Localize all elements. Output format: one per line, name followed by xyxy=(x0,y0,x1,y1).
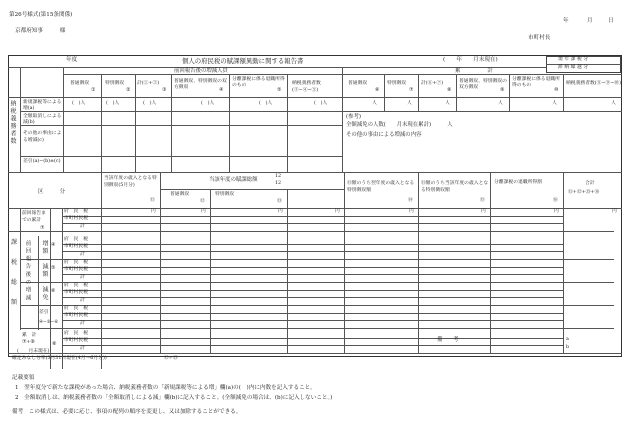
unit-yen-3: 円 xyxy=(278,209,283,214)
col-prev-special-num: ② xyxy=(126,88,131,93)
lower-row-label: 市町村民税 xyxy=(64,313,88,319)
city-mayor-label: 市町村長 xyxy=(528,35,551,41)
col-total-taxpayers: 納税義務者数(⑧−⑨−⑩) xyxy=(566,81,621,86)
increase-num: ④ xyxy=(51,243,56,248)
fiscal-year-label: 年度 xyxy=(66,57,78,63)
lower-row-label: 市町村民税 xyxy=(64,216,88,222)
col-total-retire-num: ⑩ xyxy=(554,88,559,93)
unit-yen-6: 円 xyxy=(481,209,486,214)
decrease-num: ⑤ xyxy=(51,266,56,271)
lower-row-label: 府 民 税 xyxy=(64,259,88,265)
col-total-special-num: ⑦ xyxy=(409,88,414,93)
lower-row-label: 府 民 税 xyxy=(64,236,88,242)
col-total-special: 特別徴収 xyxy=(387,81,407,86)
lower-row-line xyxy=(62,345,563,346)
col-total-both: 普通徴収、特別徴収の双方徴収 xyxy=(459,79,507,91)
side-char-3: 総 xyxy=(11,279,18,286)
side-char-1: 課 xyxy=(11,239,18,246)
unit-total-2: 人 xyxy=(407,101,412,106)
lower-row-line xyxy=(62,313,563,314)
unit-paren-4: ( )人 xyxy=(201,101,215,106)
unit-paren-5: ( )人 xyxy=(259,101,273,106)
col-prev-sum-num: ③ xyxy=(162,88,167,93)
lower-category: 区 分 xyxy=(38,189,65,195)
unit-total-1: 人 xyxy=(372,101,377,106)
prev-report-group: 前回報告後の増減人員 xyxy=(174,68,228,74)
note-2: 2 全額取消しは、納税義務者数の「全額取消しによる減」欄(b)に記入すること。(全額減免の場合は、(b)に記入しないこと。) xyxy=(15,395,333,401)
unit-yen-8: 円 xyxy=(612,209,617,214)
col-prev-ordinary: 普通徴収 xyxy=(70,81,90,86)
unit-total-5: 人 xyxy=(552,101,557,106)
lower-row-label: 市町村民税 xyxy=(64,338,88,344)
lower-row-label: 府 民 税 xyxy=(64,208,88,214)
current-year-tax: 現 年 課 税 分 xyxy=(558,57,589,62)
unit-paren-6: ( )人 xyxy=(314,101,328,106)
col-prev-retire: 分離課税に係る退職所得のもの xyxy=(232,77,285,89)
col-levy-num-a: 12 xyxy=(275,174,282,179)
lower-row-line xyxy=(62,338,563,339)
lower-row-label: 計 xyxy=(80,274,85,280)
col-ordinary: 普通徴収 xyxy=(170,192,190,197)
col-grand-total: 合計 xyxy=(585,181,595,186)
reference-text: 全額減免の人数( 月末現在累計) 人 xyxy=(346,122,453,128)
col-special: 特別徴収 xyxy=(215,192,235,197)
lower-row-label: 府 民 税 xyxy=(64,330,88,336)
other-reason-detail: その他の事由による増減の内容 xyxy=(346,132,422,138)
exemption-num: ⑥ xyxy=(51,289,56,294)
col-this-year: ⑪額のうち当該年度の歳入となる特別徴収額 xyxy=(421,181,489,193)
col-prev-both: 普通徴収、特別徴収の双方徴収 xyxy=(174,79,227,91)
col-total-sum-num: ⑧ xyxy=(447,88,452,93)
lower-row-label: 計 xyxy=(80,320,85,326)
cumulative-as-of: ( 月末現在) xyxy=(17,349,50,354)
lower-row-line xyxy=(62,320,563,321)
row-net-diff: 差引(a)−(b)±(c) xyxy=(23,159,61,164)
side-char-4: 額 xyxy=(11,299,18,306)
col-retire-levy: 分離課税の退職所得割 xyxy=(494,180,542,185)
lower-row-label: 計 xyxy=(80,251,85,257)
col-prev-both-num: ④ xyxy=(219,88,224,93)
lower-row-line xyxy=(62,223,563,224)
col-retire-levy-num: ⑯ xyxy=(553,198,558,203)
form-number: 第26号様式(第15条関係) xyxy=(9,12,73,18)
lower-row-label: 市町村民税 xyxy=(64,290,88,296)
row-full-cancel: 全額取消しによる減(b) xyxy=(23,114,62,126)
lower-row-label: 府 民 税 xyxy=(64,305,88,311)
row-new-tax: 新規課税等による増(a) xyxy=(23,100,62,112)
prev-total-num: ⑦ xyxy=(40,226,45,231)
col-special-num: ⑬ xyxy=(277,199,282,204)
unit-total-3: 人 xyxy=(445,101,450,106)
date-year: 年 xyxy=(563,18,569,24)
col-prev-sum: 計(①+②) xyxy=(137,81,160,86)
lower-row-label: 計 xyxy=(80,297,85,303)
reference-label: (参考) xyxy=(346,114,361,120)
delinquent-carryover: 滞 納 繰 越 分 xyxy=(558,65,589,70)
cumulative-group: 累 計 xyxy=(455,68,493,74)
lower-row-label: 市町村民税 xyxy=(64,244,88,250)
decrease-label: 減額 xyxy=(41,263,48,278)
lower-row-line xyxy=(62,274,563,275)
remarks-label: 備 考 xyxy=(437,337,459,343)
lower-row-line xyxy=(62,290,563,291)
increase-label: 増額 xyxy=(41,240,48,255)
col-grand-total-formula: ⑪+⑫+⑬+⑯ xyxy=(568,190,600,195)
lower-row-line xyxy=(62,244,563,245)
col-prev-taxpayers: 納税義務者数(③−④−⑤) xyxy=(292,81,321,93)
unit-total-4: 人 xyxy=(498,101,503,106)
row-other-reason: その他の事由による増減(c) xyxy=(23,131,62,143)
col-special-may: 当該年度の歳入となる特別徴収(5月分) xyxy=(104,176,157,188)
col-prev-special: 特別徴収 xyxy=(105,81,125,86)
lower-row-line xyxy=(62,216,563,217)
col-total-ordinary: 普通徴収 xyxy=(348,81,368,86)
cumulative-label: 累 計 xyxy=(22,333,37,338)
note-1: 1 翌年度分で新たな課税があった場合、納税義務者数の「新規課税等による増」欄(a)の( )内に内数を記入すること。 xyxy=(15,385,316,391)
net-diff-formula: ④−⑤−⑥ xyxy=(39,320,59,325)
lower-group-line xyxy=(20,328,614,329)
addressee: 京都府知事 様 xyxy=(15,28,66,34)
unit-paren-3: ( )人 xyxy=(143,101,157,106)
lower-group-line xyxy=(8,231,614,232)
col-this-year-num: ⑮ xyxy=(480,198,485,203)
cumulative-formula: ⑦+⑧ xyxy=(22,340,35,345)
footer-note: 備考 この様式は、必要に応じ、事項の配列の順序を変更し、又は加除することができる。 xyxy=(12,409,242,415)
col-prev-ordinary-num: ① xyxy=(91,88,96,93)
lower-group-line xyxy=(20,259,614,260)
lower-row-label: 計 xyxy=(80,223,85,229)
col-total-retire: 分離課税に係る退職所得のもの xyxy=(512,77,560,89)
side-char-2: 税 xyxy=(11,259,18,266)
col-next-year: ⑪額のうち翌年度の歳入となる特別徴収額 xyxy=(347,181,415,193)
lower-group-line xyxy=(20,305,614,306)
unit-yen-2: 円 xyxy=(201,209,206,214)
lower-row-line xyxy=(62,251,563,252)
lower-row-line xyxy=(62,297,563,298)
report-title: 個人の府民税の賦課額異動に関する報告書 xyxy=(182,57,304,65)
unit-paren-2: ( )人 xyxy=(106,101,120,106)
exemption-label: 減免 xyxy=(41,286,48,301)
unit-yen-4: 円 xyxy=(335,209,340,214)
date-day: 日 xyxy=(608,18,614,24)
unit-yen-5: 円 xyxy=(409,209,414,214)
col-ordinary-num: ⑫ xyxy=(200,199,205,204)
unit-yen-7: 円 xyxy=(554,209,559,214)
lower-row-label: 計 xyxy=(80,345,85,351)
col-total-sum: 計(⑥+⑦) xyxy=(421,81,444,86)
col-prev-retire-num: ⑤ xyxy=(277,88,282,93)
date-month: 月 xyxy=(587,18,593,24)
prev-total-label: 前回報告までの累計 xyxy=(22,211,46,223)
collection-ratio-label: 確定みなし分率(3月31日現在(4月〜6月分)) xyxy=(12,356,107,361)
lower-row-line xyxy=(62,267,563,268)
unit-paren-1: ( )人 xyxy=(72,101,86,106)
taxpayer-count-label: 納税義務者数 xyxy=(9,100,16,145)
col-next-year-num: ⑭ xyxy=(408,198,413,203)
lower-row-label: 府 民 税 xyxy=(64,282,88,288)
collection-a-marker: a xyxy=(566,337,569,342)
lower-row-label: 市町村民税 xyxy=(64,267,88,273)
col-special-may-num: ⑪ xyxy=(150,198,155,203)
notes-title: 記載要領 xyxy=(12,375,35,381)
mid-side-label: 前回報告後の増減 xyxy=(24,240,31,303)
net-diff-label: 差引 xyxy=(39,310,49,315)
col-levy-total: 当該年度の賦課総額 xyxy=(209,177,258,183)
col-total-both-num: ⑨ xyxy=(500,88,505,93)
lower-group-line xyxy=(20,282,614,283)
as-of-date: ( 年 月末現在) xyxy=(443,57,498,63)
unit-yen-1: 円 xyxy=(151,209,156,214)
col-levy-num-b: 12 xyxy=(275,181,282,186)
collection-b-marker: b xyxy=(566,345,570,350)
cumulative-num: ⑧ xyxy=(52,342,57,347)
col-total-ordinary-num: ⑥ xyxy=(375,88,380,93)
collection-ratio-formula: ⑫÷⑬ xyxy=(164,356,178,361)
unit-total-6: 人 xyxy=(611,101,616,106)
